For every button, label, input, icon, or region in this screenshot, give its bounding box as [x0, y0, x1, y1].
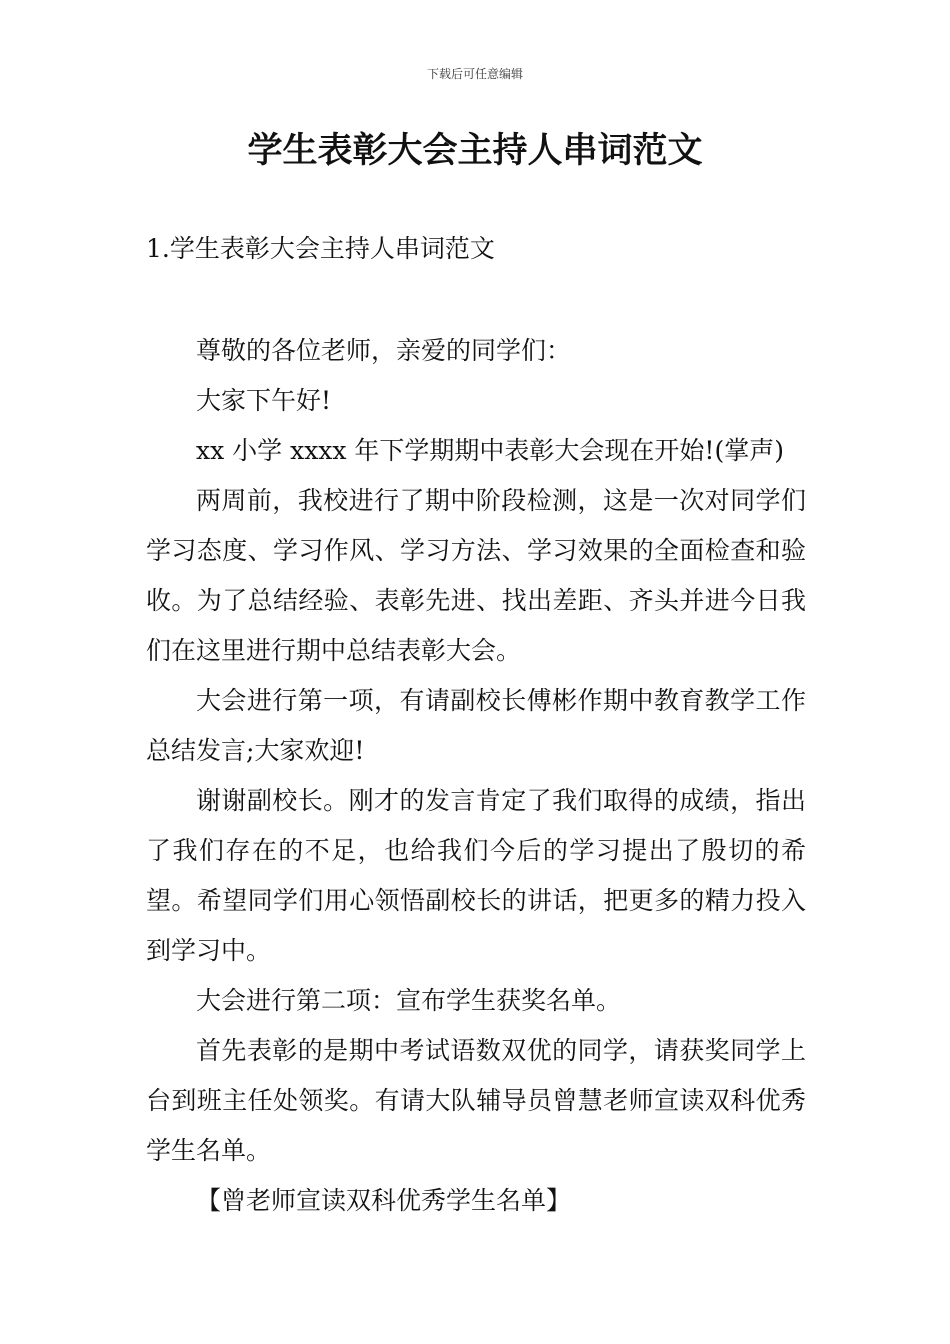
paragraph-award-intro: 首先表彰的是期中考试语数双优的同学，请获奖同学上台到班主任处领奖。有请大队辅导员曾慧老师宣读双科优秀学生名单。 [146, 1036, 806, 1165]
paragraph-item-one: 大会进行第一项，有请副校长傅彬作期中教育教学工作总结发言;大家欢迎! [146, 686, 806, 765]
document-title: 学生表彰大会主持人串词范文 [247, 131, 703, 171]
paragraph-opening: xx 小学 xxxx 年下学期期中表彰大会现在开始!(掌声) [196, 436, 784, 465]
paragraph-thanks: 谢谢副校长。刚才的发言肯定了我们取得的成绩，指出了我们存在的不足，也给我们今后的学习提出了殷切的希望。希望同学们用心领悟副校长的讲话，把更多的精力投入到学习中。 [146, 786, 806, 965]
page-header-note: 下载后可任意编辑 [426, 67, 523, 81]
paragraph-background: 两周前，我校进行了期中阶段检测，这是一次对同学们学习态度、学习作风、学习方法、学习效果的全面检查和验收。为了总结经验、表彰先进、找出差距、齐头并进今日我们在这里进行期中总结表彰大会。 [146, 486, 806, 665]
paragraph-greeting: 尊敬的各位老师，亲爱的同学们： [196, 336, 572, 365]
section-heading: 1.学生表彰大会主持人串词范文 [146, 234, 495, 263]
paragraph-stage-note: 【曾老师宣读双科优秀学生名单】 [196, 1186, 572, 1215]
paragraph-item-two: 大会进行第二项：宣布学生获奖名单。 [196, 986, 622, 1015]
document-body [146, 326, 806, 1226]
paragraph-good-afternoon: 大家下午好! [196, 386, 332, 415]
